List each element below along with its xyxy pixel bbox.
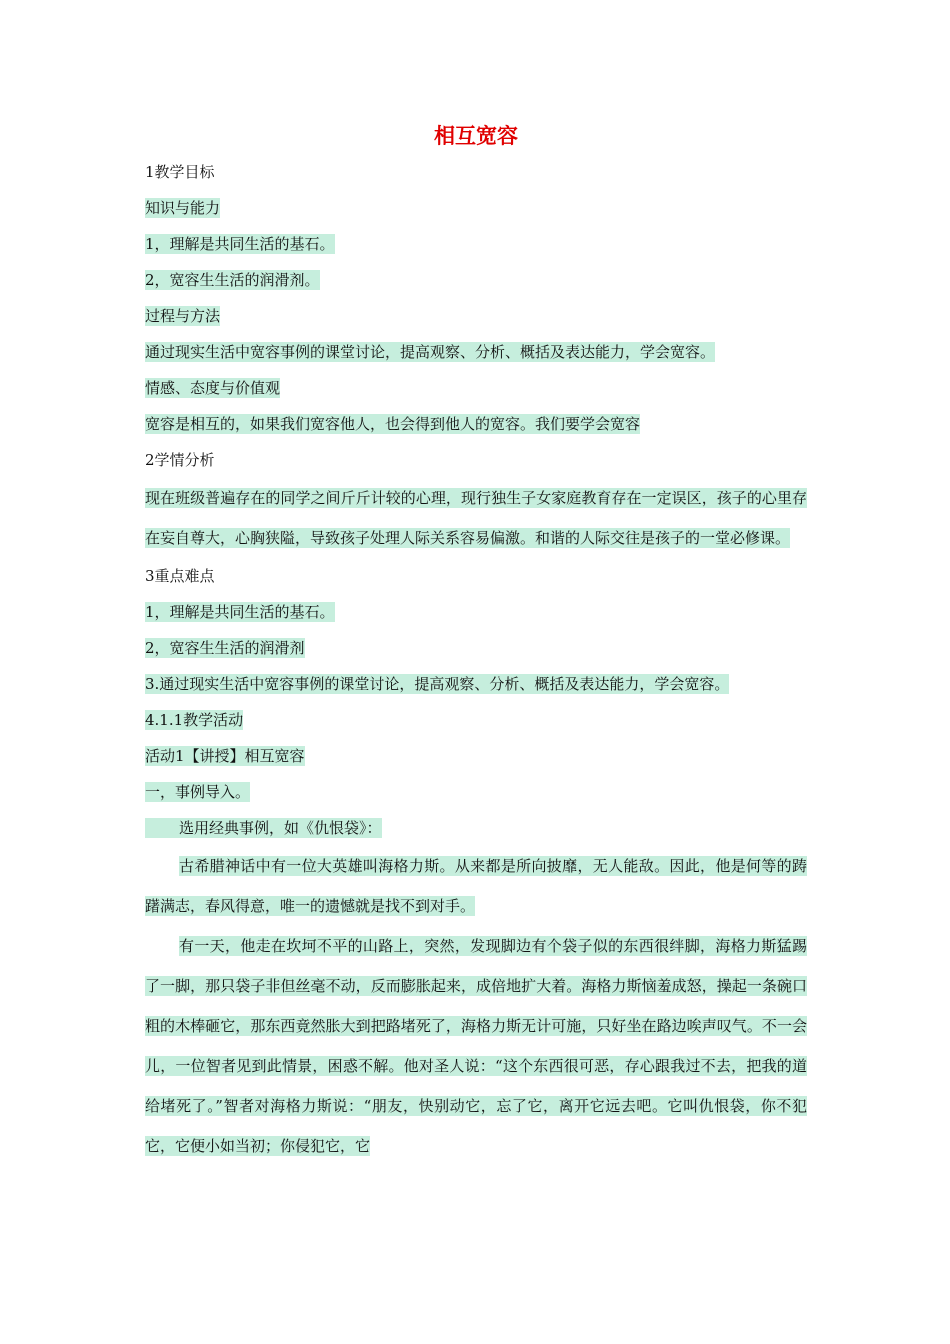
paragraph-text: 现在班级普遍存在的同学之间斤斤计较的心理，现行独生子女家庭教育存在一定误区，孩子的心里存在妄自尊大，心胸狭隘，导致孩子处理人际关系容易偏激。和谐的人际交往是孩子的一堂必修课。 bbox=[145, 489, 807, 547]
section-heading-goals bbox=[145, 154, 807, 190]
activity-title bbox=[145, 738, 807, 774]
paragraph-text: 古希腊神话中有一位大英雄叫海格力斯。从来都是所向披靡，无人能敌。因此，他是何等的踌躇满志，春风得意，唯一的遗憾就是找不到对手。 bbox=[145, 857, 807, 915]
key-point-2 bbox=[145, 630, 807, 666]
text-line: 选用经典事例，如《仇恨袋》： bbox=[145, 818, 382, 838]
text-line: 过程与方法 bbox=[145, 307, 221, 325]
text-line: 1，理解是共同生活的基石。 bbox=[145, 235, 335, 253]
text-line: 4.1.1教学活动 bbox=[145, 711, 244, 729]
text-line: 3.通过现实生活中宽容事例的课堂讨论，提高观察、分析、概括及表达能力，学会宽容。 bbox=[145, 675, 730, 693]
process-text bbox=[145, 334, 807, 370]
text-line: 一，事例导入。 bbox=[145, 783, 251, 801]
section-heading-key-points bbox=[145, 558, 807, 594]
goal-item-1 bbox=[145, 226, 807, 262]
step-intro bbox=[145, 774, 807, 810]
text-line: 情感、态度与价值观 bbox=[145, 379, 281, 397]
section-heading-activity bbox=[145, 702, 807, 738]
text-line: 宽容是相互的，如果我们宽容他人，也会得到他人的宽容。我们要学会宽容 bbox=[145, 415, 641, 433]
subheading-knowledge bbox=[145, 190, 807, 226]
text-line: 2，宽容生生活的润滑剂 bbox=[145, 639, 305, 657]
story-paragraph-1 bbox=[145, 846, 807, 926]
key-point-3 bbox=[145, 666, 807, 702]
analysis-paragraph bbox=[145, 478, 807, 558]
values-text bbox=[145, 406, 807, 442]
subheading-process bbox=[145, 298, 807, 334]
subheading-values bbox=[145, 370, 807, 406]
story-paragraph-2 bbox=[145, 926, 807, 1166]
text-line: 1教学目标 bbox=[145, 163, 215, 181]
document-page bbox=[145, 118, 807, 1166]
example-intro bbox=[145, 810, 807, 846]
key-point-1 bbox=[145, 594, 807, 630]
section-heading-analysis bbox=[145, 442, 807, 478]
text-line: 1，理解是共同生活的基石。 bbox=[145, 603, 335, 621]
text-line: 2学情分析 bbox=[145, 451, 215, 469]
text-line: 2，宽容生生活的润滑剂。 bbox=[145, 271, 320, 289]
paragraph-text: 有一天，他走在坎坷不平的山路上，突然，发现脚边有个袋子似的东西很绊脚，海格力斯猛踢了一脚，那只袋子非但丝毫不动，反而膨胀起来，成倍地扩大着。海格力斯恼羞成怒，操起一条碗口粗的木棒砸它，那东西竟然胀大到把路堵死了，海格力斯无计可施，只好坐在路边唉声叹气。不一会儿，一位智者见到此情景，困惑不解。他对圣人说：“这个东西很可恶，存心跟我过不去，把我的道给堵死了。”智者对海格力斯说：“朋友，快别动它，忘了它，离开它远去吧。它叫仇恨袋，你不犯它，它便小如当初；你侵犯它，它 bbox=[145, 937, 807, 1155]
text-line: 3重点难点 bbox=[145, 567, 215, 585]
document-title: 相互宽容 bbox=[434, 123, 518, 148]
goal-item-2 bbox=[145, 262, 807, 298]
text-line: 知识与能力 bbox=[145, 199, 221, 217]
text-line: 通过现实生活中宽容事例的课堂讨论，提高观察、分析、概括及表达能力，学会宽容。 bbox=[145, 343, 716, 361]
text-line: 活动1【讲授】相互宽容 bbox=[145, 747, 305, 765]
